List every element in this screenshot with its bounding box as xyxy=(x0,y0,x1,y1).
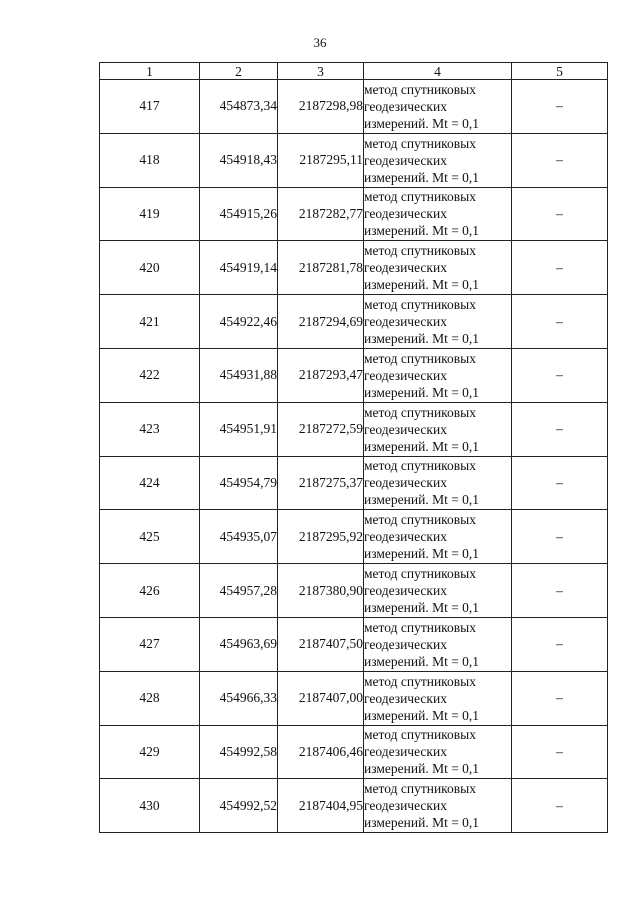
note-cell: – xyxy=(512,241,608,295)
note-cell: – xyxy=(512,348,608,402)
table-row xyxy=(100,80,608,134)
table-row xyxy=(100,187,608,241)
y-coordinate-cell: 2187298,98 xyxy=(278,80,364,134)
note-cell: – xyxy=(512,456,608,510)
table-body xyxy=(100,80,608,833)
method-cell xyxy=(364,564,512,618)
point-number-cell: 420 xyxy=(100,241,200,295)
method-cell xyxy=(364,80,512,134)
method-line: метод спутниковых xyxy=(364,566,476,582)
method-line: измерений. Mt = 0,1 xyxy=(364,761,480,777)
point-number-cell: 422 xyxy=(100,348,200,402)
point-number-cell: 421 xyxy=(100,295,200,349)
table-row xyxy=(100,402,608,456)
method-line: геодезических xyxy=(364,529,447,545)
method-line: метод спутниковых xyxy=(364,350,476,366)
x-coordinate-cell: 454873,34 xyxy=(200,80,278,134)
method-line: измерений. Mt = 0,1 xyxy=(364,815,480,831)
point-number-cell: 418 xyxy=(100,133,200,187)
method-line: метод спутниковых xyxy=(364,243,476,259)
note-cell: – xyxy=(512,80,608,134)
method-line: геодезических xyxy=(364,798,447,814)
x-coordinate-cell: 454992,58 xyxy=(200,725,278,779)
y-coordinate-cell: 2187275,37 xyxy=(278,456,364,510)
method-line: геодезических xyxy=(364,314,447,330)
method-line: измерений. Mt = 0,1 xyxy=(364,707,480,723)
method-line: метод спутниковых xyxy=(364,189,476,205)
y-coordinate-cell: 2187281,78 xyxy=(278,241,364,295)
method-line: метод спутниковых xyxy=(364,135,476,151)
method-line: метод спутниковых xyxy=(364,781,476,797)
header-col-1: 1 xyxy=(100,63,200,80)
point-number-cell: 430 xyxy=(100,779,200,833)
method-line: измерений. Mt = 0,1 xyxy=(364,115,480,131)
method-cell xyxy=(364,133,512,187)
x-coordinate-cell: 454992,52 xyxy=(200,779,278,833)
x-coordinate-cell: 454957,28 xyxy=(200,564,278,618)
method-line: метод спутниковых xyxy=(364,727,476,743)
header-col-4: 4 xyxy=(364,63,512,80)
table-row xyxy=(100,671,608,725)
method-line: измерений. Mt = 0,1 xyxy=(364,600,480,616)
point-number-cell: 424 xyxy=(100,456,200,510)
header-col-3: 3 xyxy=(278,63,364,80)
method-line: измерений. Mt = 0,1 xyxy=(364,438,480,454)
note-cell: – xyxy=(512,725,608,779)
method-line: измерений. Mt = 0,1 xyxy=(364,492,480,508)
y-coordinate-cell: 2187404,95 xyxy=(278,779,364,833)
note-cell: – xyxy=(512,617,608,671)
method-cell xyxy=(364,187,512,241)
x-coordinate-cell: 454931,88 xyxy=(200,348,278,402)
x-coordinate-cell: 454963,69 xyxy=(200,617,278,671)
point-number-cell: 417 xyxy=(100,80,200,134)
x-coordinate-cell: 454915,26 xyxy=(200,187,278,241)
method-line: измерений. Mt = 0,1 xyxy=(364,223,480,239)
method-line: геодезических xyxy=(364,690,447,706)
point-number-cell: 419 xyxy=(100,187,200,241)
method-cell xyxy=(364,348,512,402)
y-coordinate-cell: 2187282,77 xyxy=(278,187,364,241)
note-cell: – xyxy=(512,779,608,833)
method-cell xyxy=(364,725,512,779)
x-coordinate-cell: 454951,91 xyxy=(200,402,278,456)
method-cell xyxy=(364,779,512,833)
method-line: метод спутниковых xyxy=(364,458,476,474)
coordinates-table xyxy=(99,62,608,833)
table-row xyxy=(100,348,608,402)
method-line: измерений. Mt = 0,1 xyxy=(364,546,480,562)
note-cell: – xyxy=(512,402,608,456)
x-coordinate-cell: 454954,79 xyxy=(200,456,278,510)
table-row xyxy=(100,456,608,510)
point-number-cell: 427 xyxy=(100,617,200,671)
note-cell: – xyxy=(512,671,608,725)
header-col-2: 2 xyxy=(200,63,278,80)
x-coordinate-cell: 454922,46 xyxy=(200,295,278,349)
method-line: геодезических xyxy=(364,206,447,222)
method-line: измерений. Mt = 0,1 xyxy=(364,169,480,185)
table-row xyxy=(100,617,608,671)
method-line: геодезических xyxy=(364,367,447,383)
method-line: измерений. Mt = 0,1 xyxy=(364,277,480,293)
table-row xyxy=(100,510,608,564)
method-line: метод спутниковых xyxy=(364,81,476,97)
table-row xyxy=(100,725,608,779)
table-header-row xyxy=(100,63,608,80)
method-line: геодезических xyxy=(364,421,447,437)
method-cell xyxy=(364,241,512,295)
page-number: 36 xyxy=(313,35,327,50)
method-line: геодезических xyxy=(364,744,447,760)
method-line: геодезических xyxy=(364,98,447,114)
y-coordinate-cell: 2187272,59 xyxy=(278,402,364,456)
y-coordinate-cell: 2187294,69 xyxy=(278,295,364,349)
table-row xyxy=(100,564,608,618)
header-col-5: 5 xyxy=(512,63,608,80)
point-number-cell: 426 xyxy=(100,564,200,618)
table-row xyxy=(100,133,608,187)
method-line: измерений. Mt = 0,1 xyxy=(364,331,480,347)
method-line: измерений. Mt = 0,1 xyxy=(364,384,480,400)
method-line: метод спутниковых xyxy=(364,619,476,635)
table-row xyxy=(100,295,608,349)
method-line: геодезических xyxy=(364,475,447,491)
note-cell: – xyxy=(512,187,608,241)
method-line: геодезических xyxy=(364,636,447,652)
method-cell xyxy=(364,671,512,725)
y-coordinate-cell: 2187295,11 xyxy=(278,133,364,187)
method-line: метод спутниковых xyxy=(364,673,476,689)
point-number-cell: 428 xyxy=(100,671,200,725)
point-number-cell: 423 xyxy=(100,402,200,456)
method-cell xyxy=(364,456,512,510)
table-row xyxy=(100,241,608,295)
note-cell: – xyxy=(512,295,608,349)
x-coordinate-cell: 454966,33 xyxy=(200,671,278,725)
y-coordinate-cell: 2187380,90 xyxy=(278,564,364,618)
method-cell xyxy=(364,510,512,564)
x-coordinate-cell: 454935,07 xyxy=(200,510,278,564)
y-coordinate-cell: 2187406,46 xyxy=(278,725,364,779)
point-number-cell: 425 xyxy=(100,510,200,564)
method-cell xyxy=(364,295,512,349)
method-cell xyxy=(364,402,512,456)
x-coordinate-cell: 454918,43 xyxy=(200,133,278,187)
y-coordinate-cell: 2187293,47 xyxy=(278,348,364,402)
note-cell: – xyxy=(512,133,608,187)
method-line: измерений. Mt = 0,1 xyxy=(364,653,480,669)
note-cell: – xyxy=(512,564,608,618)
method-line: метод спутниковых xyxy=(364,404,476,420)
method-line: метод спутниковых xyxy=(364,512,476,528)
y-coordinate-cell: 2187295,92 xyxy=(278,510,364,564)
table-row xyxy=(100,779,608,833)
method-line: геодезических xyxy=(364,152,447,168)
note-cell: – xyxy=(512,510,608,564)
method-line: метод спутниковых xyxy=(364,297,476,313)
x-coordinate-cell: 454919,14 xyxy=(200,241,278,295)
method-cell xyxy=(364,617,512,671)
point-number-cell: 429 xyxy=(100,725,200,779)
y-coordinate-cell: 2187407,50 xyxy=(278,617,364,671)
method-line: геодезических xyxy=(364,583,447,599)
method-line: геодезических xyxy=(364,260,447,276)
y-coordinate-cell: 2187407,00 xyxy=(278,671,364,725)
